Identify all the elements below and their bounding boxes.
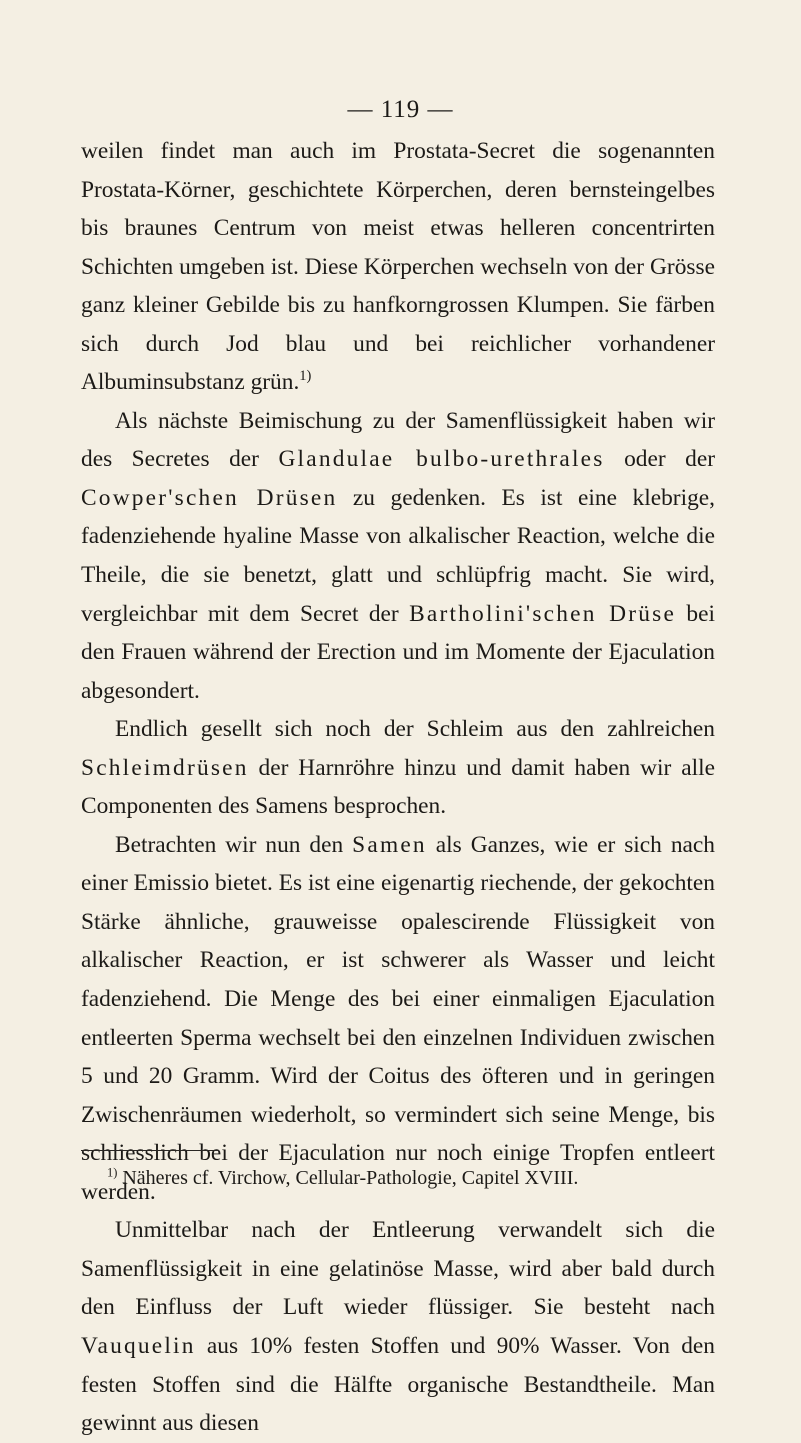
footnote-divider xyxy=(81,1150,219,1151)
paragraph-text: zu gedenken. Es ist eine klebrige, fadenziehende hyaline Masse von alkalischer Reaction, welche die Theile, die sie benetzt, glatt und schlüpfrig macht. Sie wird, vergleichbar mit dem Secret der xyxy=(81,484,715,627)
footnote-marker: 1) xyxy=(107,1165,118,1180)
footnote-text: Näheres cf. Virchow, Cellular-Pathologie, Capitel XVIII. xyxy=(117,1167,579,1189)
paragraph-text: bei den Frauen während der Erection und im Momente der Ejaculation abgesondert. xyxy=(81,600,715,704)
paragraph-text: der Harnröhre hinzu und damit haben wir alle Componenten des Samens besprochen. xyxy=(81,754,715,820)
paragraph-text: Betrachten wir nun den xyxy=(115,831,353,858)
paragraph-cowper-druesen xyxy=(81,402,715,710)
footnote-reference: 1) xyxy=(299,368,312,385)
spaced-term: Samen xyxy=(352,831,427,858)
spaced-term: Bartholini'schen Drüse xyxy=(409,600,677,627)
paragraph-text: Als nächste Beimischung zu der Samenflüssigkeit haben wir des Secretes der xyxy=(81,407,715,473)
paragraph-schleimdruesen xyxy=(81,710,715,826)
spaced-term: Schleimdrüsen xyxy=(81,754,249,781)
paragraph-samen xyxy=(81,826,715,1211)
paragraph-prostata-koerner xyxy=(81,132,715,402)
paragraph-text: weilen findet man auch im Prostata-Secret die sogenannten Prostata-Körner, geschichtete Körperchen, deren bernsteingelbes bis braunes Centrum von meist etwas helleren concentrirten Schichten umgeben ist. Diese Körperchen wechseln von der Grösse ganz kleiner Gebilde bis zu hanfkorngrossen Klumpen. Sie färben sich durch Jod blau und bei reichlicher vorhandener Albuminsubstanz grün. xyxy=(81,138,715,396)
spaced-term: Vauquelin xyxy=(81,1332,196,1359)
paragraph-text: Unmittelbar nach der Entleerung verwandelt sich die Samenflüssigkeit in eine gelatinöse Masse, wird aber bald durch den Einfluss der Luft wieder flüssiger. Sie besteht nach xyxy=(81,1217,715,1321)
paragraph-text: oder der xyxy=(604,446,715,473)
spaced-term: Cowper'schen Drüsen xyxy=(81,484,338,511)
paragraph-samenfluessigkeit xyxy=(81,1211,715,1442)
paragraph-text: als Ganzes, wie er sich nach einer Emissio bietet. Es ist eine eigenartig riechende, der gekochten Stärke ähnliche, grauweisse opalescirende Flüssigkeit von alkalischer Reaction, er ist schwerer als Wasser und leicht fadenziehend. Die Menge des bei einer einmaligen Ejaculation entleerten Sperma wechselt bei den einzelnen Individuen zwischen 5 und 20 Gramm. Wird der Coitus des öfteren und in geringen Zwischenräumen wiederholt, so vermindert sich seine Menge, bis schliesslich bei der Ejaculation nur noch einige Tropfen entleert werden. xyxy=(81,831,715,1205)
paragraph-text: Endlich gesellt sich noch der Schleim aus den zahlreichen xyxy=(115,716,715,743)
paragraph-text: aus 10% festen Stoffen und 90% Wasser. Von den festen Stoffen sind die Hälfte organische Bestandtheile. Man gewinnt aus diesen xyxy=(81,1332,715,1437)
spaced-term: Glandulae bulbo-urethrales xyxy=(278,446,605,473)
page-number-header: — 119 — xyxy=(347,96,454,123)
main-text xyxy=(81,132,715,1443)
footnote xyxy=(107,1165,717,1191)
